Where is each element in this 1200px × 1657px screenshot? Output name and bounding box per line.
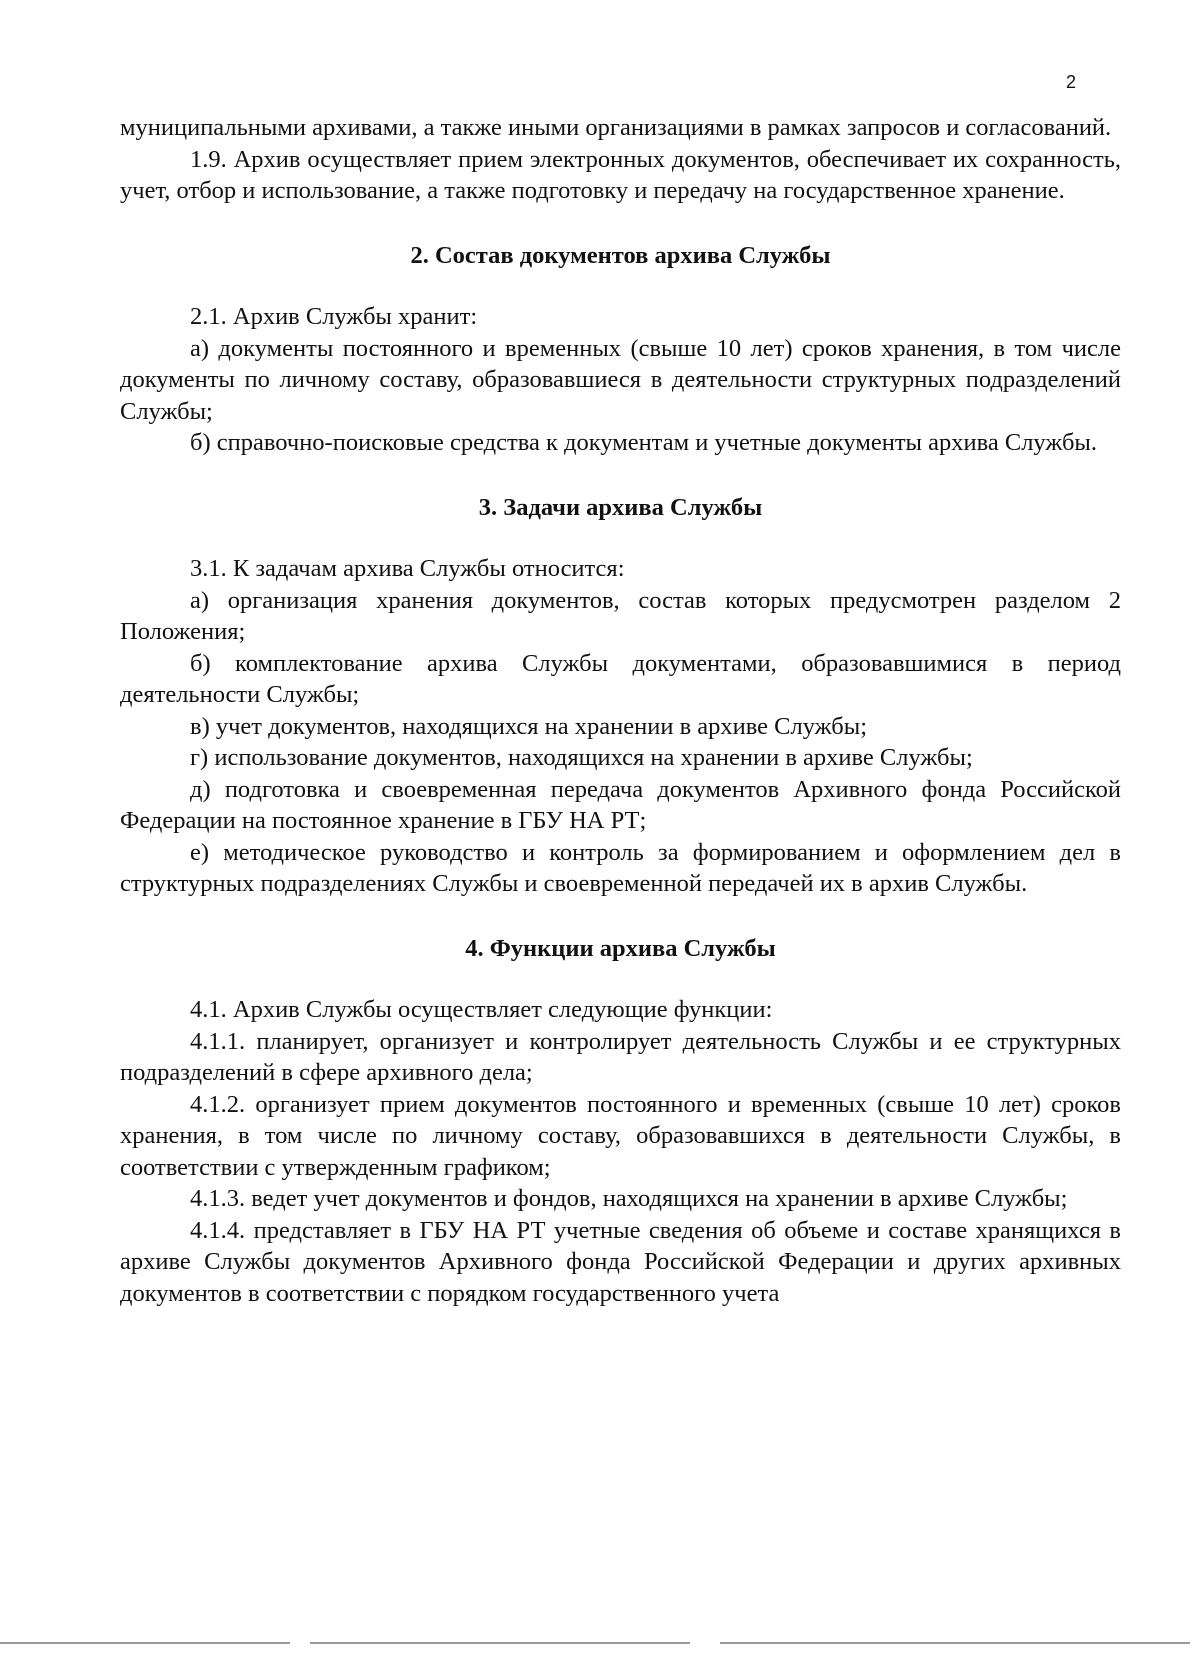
paragraph-continuation: муниципальными архивами, а также иными организациями в рамках запросов и согласований.: [120, 114, 1112, 141]
paragraph-3-1-b: б) комплектование архива Службы документами, образовавшимися в период деятельности Службы;: [120, 649, 1121, 708]
paragraph-4-1-1: 4.1.1. планирует, организует и контролирует деятельность Службы и ее структурных подразделений в сфере архивного дела;: [120, 1027, 1121, 1086]
paragraph-3-1-e: е) методическое руководство и контроль за формированием и оформлением дел в структурных подразделениях Службы и своевременной передачей их в архив Службы.: [120, 838, 1121, 897]
paragraph-2-1-a: а) документы постоянного и временных (свыше 10 лет) сроков хранения, в том числе документы по личному составу, образовавшиеся в деятельности структурных подразделений Службы;: [120, 334, 1121, 425]
paragraph-3-1-d: д) подготовка и своевременная передача документов Архивного фонда Российской Федерации на постоянное хранение в ГБУ НА РТ;: [120, 775, 1121, 834]
page-number: 2: [1066, 72, 1077, 92]
paragraph-1-9: 1.9. Архив осуществляет прием электронных документов, обеспечивает их сохранность, учет, отбор и использование, а также подготовку и передачу на государственное хранение.: [120, 145, 1121, 204]
section-2-heading: 2. Состав документов архива Службы: [410, 241, 831, 269]
document-body: [120, 112, 1121, 1309]
section-4-heading: 4. Функции архива Службы: [465, 934, 776, 962]
paragraph-4-1: 4.1. Архив Службы осуществляет следующие функции:: [190, 996, 773, 1023]
scan-edge-line-left: [0, 1642, 290, 1644]
paragraph-3-1: 3.1. К задачам архива Службы относится:: [190, 555, 625, 582]
paragraph-4-1-4: 4.1.4. представляет в ГБУ НА РТ учетные сведения об объеме и составе хранящихся в архиве Службы документов Архивного фонда Российской Федерации и других архивных документов в соответствии с порядком государственного учета: [120, 1216, 1121, 1307]
section-3-heading: 3. Задачи архива Службы: [478, 493, 763, 521]
scan-edge-line-right: [720, 1642, 1190, 1644]
paragraph-4-1-3: 4.1.3. ведет учет документов и фондов, находящихся на хранении в архиве Службы;: [190, 1185, 1068, 1212]
paragraph-2-1: 2.1. Архив Службы хранит:: [190, 303, 478, 330]
paragraph-3-1-v: в) учет документов, находящихся на хранении в архиве Службы;: [190, 712, 868, 740]
paragraph-3-1-a: а) организация хранения документов, состав которых предусмотрен разделом 2 Положения;: [120, 586, 1121, 645]
scan-edge-line-center: [310, 1642, 690, 1644]
paragraph-4-1-2: 4.1.2. организует прием документов постоянного и временных (свыше 10 лет) сроков хранения, в том числе по личному составу, образовавшихся в деятельности Службы, в соответствии с утвержденным графиком;: [120, 1090, 1121, 1181]
paragraph-3-1-g: г) использование документов, находящихся на хранении в архиве Службы;: [190, 744, 973, 771]
paragraph-2-1-b: б) справочно-поисковые средства к документам и учетные документы архива Службы.: [190, 429, 1098, 456]
